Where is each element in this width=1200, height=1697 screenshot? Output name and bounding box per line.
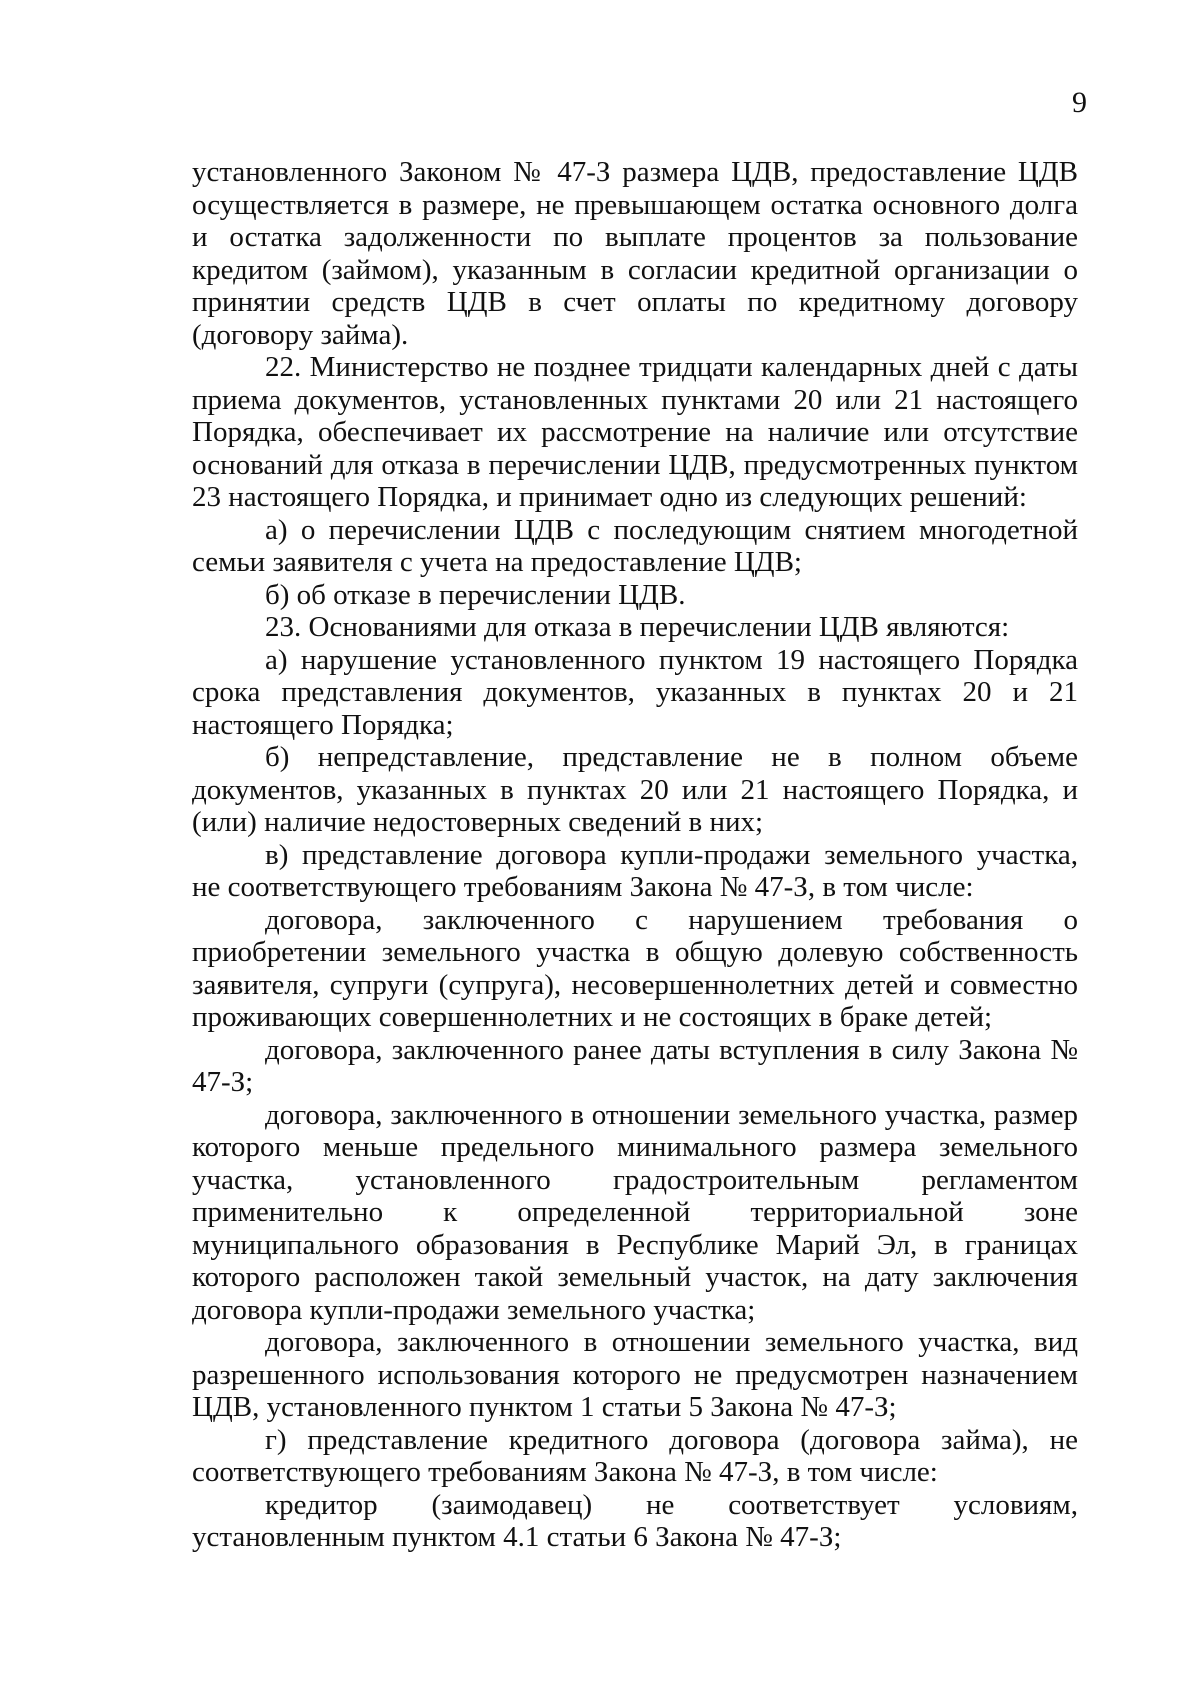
paragraph-item-23: 23. Основаниями для отказа в перечислении ЦДВ являются: (265, 611, 1010, 643)
paragraph-22-b: б) об отказе в перечислении ЦДВ. (265, 578, 686, 611)
paragraph-23-v-4: договора, заключенного в отношении земельного участка, вид разрешенного использования которого не предусмотрен назначением ЦДВ, установленного пунктом 1 статьи 5 Закона № 47-З; (192, 1326, 1078, 1423)
document-body (192, 156, 1078, 1554)
paragraph-23-b: б) непредставление, представление не в полном объеме документов, указанных в пунктах 20 или 21 настоящего Порядка, и (или) наличие недостоверных сведений в них; (192, 741, 1078, 838)
paragraph-23-v-3: договора, заключенного в отношении земельного участка, размер которого меньше предельного минимального размера земельного участка, установленного градостроительным регламентом применительно к определенной территориальной зоне муниципального образования в Республике Марий Эл, в границах которого расположен такой земельный участок, на дату заключения договора купли-продажи земельного участка; (192, 1098, 1078, 1326)
paragraph-23-v-1: договора, заключенного с нарушением требования о приобретении земельного участка в общую долевую собственность заявителя, супруги (супруга), несовершеннолетних детей и совместно проживающих совершеннолетних и не состоящих в браке детей; (192, 903, 1078, 1033)
page-number: 9 (1072, 86, 1087, 119)
paragraph-23-v-2: договора, заключенного ранее даты вступления в силу Закона № 47-З; (192, 1033, 1078, 1098)
paragraph-22-a: а) о перечислении ЦДВ с последующим снятием многодетной семьи заявителя с учета на предоставление ЦДВ; (192, 513, 1078, 578)
paragraph-23-a: а) нарушение установленного пунктом 19 настоящего Порядка срока представления документов, указанных в пунктах 20 и 21 настоящего Порядка; (192, 643, 1078, 741)
paragraph-item-22: 22. Министерство не позднее тридцати календарных дней с даты приема документов, установленных пунктами 20 или 21 настоящего Порядка, обеспечивает их рассмотрение на наличие или отсутствие оснований для отказа в перечислении ЦДВ, предусмотренных пунктом 23 настоящего Порядка, и принимает одно из следующих решений: (192, 351, 1078, 513)
paragraph-continuation: установленного Законом № 47-З размера ЦДВ, предоставление ЦДВ осуществляется в размере, не превышающем остатка основного долга и остатка задолженности по выплате процентов за пользование кредитом (займом), указанным в согласии кредитной организации о принятии средств ЦДВ в счет оплаты по кредитному договору (договору займа). (192, 156, 1078, 351)
paragraph-23-v: в) представление договора купли-продажи земельного участка, не соответствующего требованиям Закона № 47-З, в том числе: (192, 838, 1078, 903)
paragraph-23-g-1: кредитор (заимодавец) не соответствует условиям, установленным пунктом 4.1 статьи 6 Закона № 47-З; (192, 1488, 1078, 1553)
paragraph-23-g: г) представление кредитного договора (договора займа), не соответствующего требованиям Закона № 47-З, в том числе: (192, 1423, 1078, 1488)
